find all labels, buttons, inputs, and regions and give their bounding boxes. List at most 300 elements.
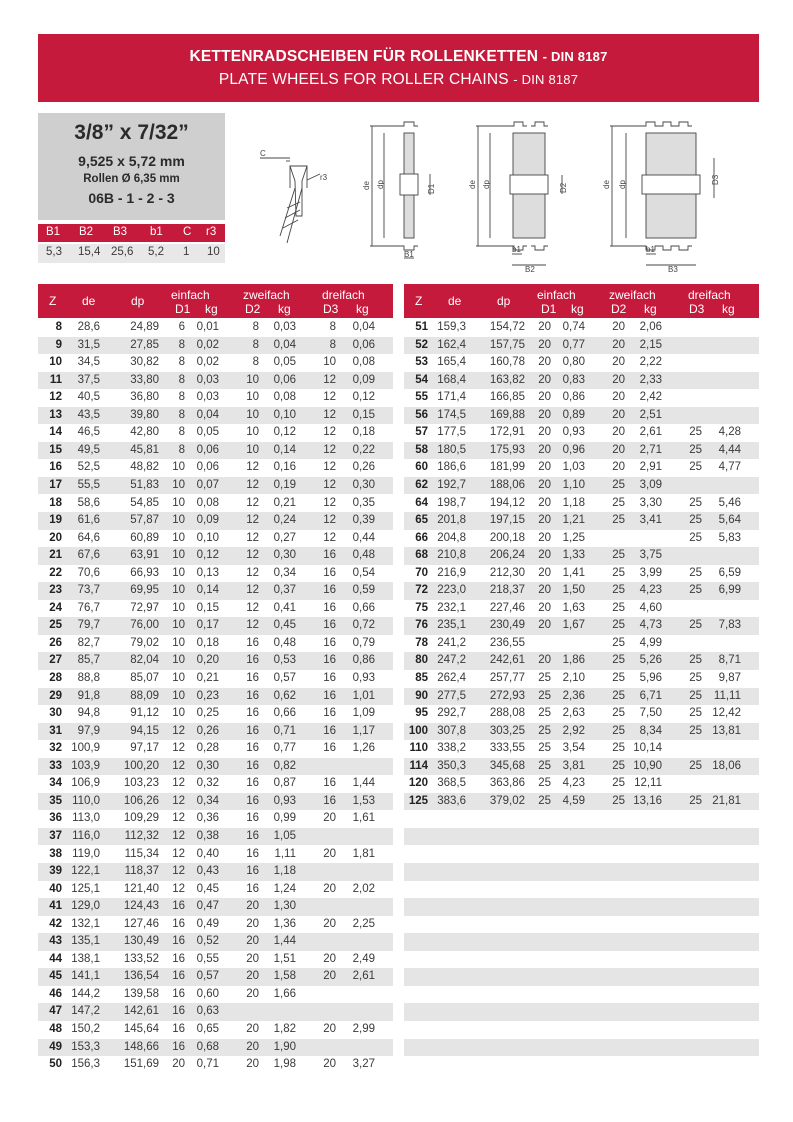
cell-d2: 25 [612, 601, 625, 614]
cell-d3: 20 [323, 952, 336, 965]
cell-d3: 12 [323, 496, 336, 509]
cell-d2: 20 [612, 461, 625, 474]
drawing-label-b1-triple: b1 [646, 245, 655, 254]
cell-d2: 25 [612, 724, 625, 737]
cell-kg2: 6,71 [639, 689, 662, 702]
cell-d2: 25 [612, 777, 625, 790]
table-row [404, 565, 759, 583]
cell-de: 156,3 [71, 1058, 100, 1071]
cell-d2: 10 [246, 443, 259, 456]
cell-kg2: 8,34 [639, 724, 662, 737]
cell-kg2: 1,24 [273, 882, 296, 895]
cell-d1: 25 [538, 759, 551, 772]
cell-d2: 10 [246, 391, 259, 404]
cell-d1: 20 [538, 408, 551, 421]
cell-dp: 118,37 [124, 865, 159, 878]
title-english: PLATE WHEELS FOR ROLLER CHAINS - DIN 8187 [218, 71, 579, 88]
cell-d1: 8 [178, 443, 185, 456]
cell-d2: 8 [252, 356, 259, 369]
cell-kg2: 3,99 [639, 566, 662, 579]
cell-d2: 16 [246, 829, 259, 842]
cell-kg3: 9,87 [718, 672, 741, 684]
cell-d3: 20 [323, 847, 336, 860]
table-row [38, 793, 393, 811]
drawing-label-de-1: de [362, 181, 371, 190]
cell-z: 36 [49, 812, 62, 825]
dim-value-r3: 10 [207, 246, 220, 258]
table-row [38, 898, 393, 916]
cell-dp: 66,93 [130, 566, 159, 579]
cell-de: 204,8 [437, 531, 466, 544]
cell-d2: 20 [246, 970, 259, 983]
cell-z: 35 [49, 794, 62, 807]
cell-d3: 25 [689, 724, 702, 737]
cell-kg3: 0,48 [352, 549, 375, 562]
table-row [404, 723, 759, 741]
cell-kg1: 0,14 [196, 584, 219, 597]
cell-de: 247,2 [437, 654, 466, 667]
cell-de: 110,0 [72, 794, 100, 807]
cell-kg2: 5,96 [639, 672, 662, 684]
cell-dp: 166,85 [489, 391, 525, 404]
cell-d2: 20 [246, 935, 259, 948]
title-german: KETTENRADSCHEIBEN FÜR ROLLENKETTEN - DIN 8187 [189, 48, 608, 65]
cell-kg3: 11,11 [713, 689, 741, 702]
col-kg-1: kg [205, 302, 218, 316]
cell-z: 8 [55, 321, 62, 333]
cell-d2: 20 [612, 356, 625, 369]
cell-kg3: 2,25 [352, 917, 375, 930]
cell-d1: 12 [172, 829, 185, 842]
cell-z: 37 [49, 829, 62, 842]
cell-kg2: 0,27 [273, 531, 296, 544]
table-row [38, 916, 393, 934]
cell-kg1: 0,04 [196, 408, 219, 421]
cell-d1: 12 [172, 759, 185, 772]
cell-z: 22 [49, 566, 62, 579]
cell-kg3: 0,09 [352, 373, 375, 386]
cell-d1: 10 [172, 707, 185, 720]
col-kg-3: kg [356, 302, 369, 316]
cell-d2: 12 [246, 461, 259, 474]
cell-de: 147,2 [71, 1005, 100, 1018]
table-row [404, 337, 759, 355]
cell-de: 201,8 [437, 514, 466, 527]
cell-dp: 175,93 [489, 443, 525, 456]
cell-dp: 30,82 [130, 356, 159, 369]
cell-kg2: 0,45 [273, 619, 296, 632]
cell-d1: 8 [178, 356, 185, 369]
cell-z: 120 [408, 777, 428, 790]
table-row [38, 459, 393, 477]
cell-d2: 20 [612, 443, 625, 456]
cell-kg1: 0,06 [196, 461, 219, 474]
cell-kg1: 4,23 [562, 777, 585, 790]
cell-de: 46,5 [77, 426, 100, 439]
cell-d2: 20 [246, 1040, 259, 1053]
cell-dp: 103,23 [123, 777, 159, 790]
col-kg-2-right: kg [644, 302, 657, 316]
cell-z: 11 [49, 373, 62, 386]
cell-z: 54 [415, 373, 428, 386]
table-row [404, 688, 759, 706]
cell-de: 94,8 [77, 707, 100, 720]
cell-kg1: 0,57 [196, 970, 219, 983]
table-row [38, 389, 393, 407]
cell-de: 34,5 [77, 356, 100, 369]
cell-d2: 12 [246, 549, 259, 562]
cell-d1: 10 [172, 619, 185, 632]
cell-d2: 16 [246, 742, 259, 755]
cell-de: 119,0 [72, 847, 100, 860]
drawing-label-B1: B1 [404, 250, 414, 259]
cell-kg1: 0,25 [196, 707, 219, 720]
table-row [38, 986, 393, 1004]
cell-d2: 20 [246, 1058, 259, 1071]
cell-z: 51 [415, 321, 428, 333]
cell-z: 60 [415, 461, 428, 474]
cell-d1: 20 [538, 321, 551, 333]
cell-dp: 169,88 [489, 408, 525, 421]
cell-kg2: 0,14 [273, 443, 296, 456]
cell-d1: 25 [538, 777, 551, 790]
cell-d2: 25 [612, 566, 625, 579]
table-row [38, 775, 393, 793]
cell-kg1: 0,86 [562, 391, 585, 404]
cell-z: 70 [415, 566, 428, 579]
cell-kg1: 0,77 [562, 338, 585, 351]
cell-d2: 25 [612, 584, 625, 597]
cell-d2: 25 [612, 636, 625, 649]
cell-d3: 16 [323, 654, 336, 667]
cell-kg2: 4,23 [639, 584, 662, 597]
cell-d3: 25 [689, 794, 702, 807]
table-row [404, 951, 759, 969]
cell-kg1: 1,63 [562, 601, 585, 614]
cell-d3: 10 [323, 356, 336, 369]
cell-dp: 151,69 [123, 1058, 159, 1071]
cell-kg3: 4,44 [718, 443, 741, 456]
cell-de: 150,2 [71, 1023, 100, 1035]
cell-kg1: 0,03 [196, 391, 219, 404]
chain-spec-box [38, 113, 225, 220]
cell-kg1: 1,25 [562, 531, 585, 544]
cell-kg2: 2,51 [639, 408, 662, 421]
cell-de: 113,0 [72, 812, 100, 825]
cell-d2: 10 [246, 426, 259, 439]
cell-kg2: 10,90 [633, 759, 662, 772]
cell-d3: 12 [323, 391, 336, 404]
cell-de: 73,7 [77, 584, 100, 597]
cell-d1: 12 [172, 882, 185, 895]
cell-kg1: 2,36 [562, 689, 585, 702]
cell-z: 57 [415, 426, 428, 439]
cell-dp: 39,80 [130, 408, 159, 421]
dimension-header [38, 224, 225, 242]
cell-kg2: 1,44 [273, 935, 296, 948]
cell-d1: 20 [538, 566, 551, 579]
cell-kg3: 0,72 [352, 619, 375, 632]
dim-value-c: 1 [183, 246, 190, 258]
table-row [38, 758, 393, 776]
cell-d2: 20 [612, 426, 625, 439]
cell-kg3: 0,06 [352, 338, 375, 351]
cell-kg2: 0,30 [273, 549, 296, 562]
table-row [404, 617, 759, 635]
cell-kg1: 0,17 [196, 619, 219, 632]
dim-header-b1-small: b1 [150, 226, 163, 238]
cell-kg3: 8,71 [718, 654, 741, 667]
cell-kg2: 10,14 [633, 742, 662, 755]
cell-kg2: 2,22 [639, 356, 662, 369]
cell-z: 30 [49, 707, 62, 720]
cell-z: 80 [415, 654, 428, 667]
cell-de: 241,2 [437, 636, 466, 649]
cell-d3: 25 [689, 461, 702, 474]
drawing-label-dp-3: dp [618, 180, 627, 189]
table-row [38, 968, 393, 986]
cell-d3: 16 [323, 672, 336, 684]
cell-de: 122,1 [71, 865, 100, 878]
cell-d2: 8 [252, 321, 259, 333]
cell-dp: 109,29 [123, 812, 159, 825]
cell-kg2: 13,16 [633, 794, 662, 807]
table-row [38, 354, 393, 372]
cell-d2: 20 [246, 917, 259, 930]
cell-d2: 16 [246, 689, 259, 702]
cell-kg2: 1,05 [273, 829, 296, 842]
cell-kg1: 0,02 [196, 356, 219, 369]
cell-d2: 25 [612, 672, 625, 684]
cell-d1: 8 [178, 338, 185, 351]
cell-kg3: 1,26 [352, 742, 375, 755]
cell-kg2: 0,12 [273, 426, 296, 439]
cell-d1: 20 [538, 391, 551, 404]
cell-dp: 160,78 [489, 356, 525, 369]
cell-de: 350,3 [437, 759, 466, 772]
table-row [38, 951, 393, 969]
cell-z: 110 [409, 742, 428, 755]
cell-d1: 20 [538, 478, 551, 491]
cell-kg2: 0,66 [273, 707, 296, 720]
cell-z: 100 [408, 724, 428, 737]
cell-kg1: 0,63 [196, 1005, 219, 1018]
table-row [38, 424, 393, 442]
cell-kg3: 4,77 [718, 461, 741, 474]
cell-dp: 130,49 [123, 935, 159, 948]
cell-dp: 148,66 [123, 1040, 159, 1053]
cell-kg2: 0,37 [273, 584, 296, 597]
cell-kg1: 0,30 [196, 759, 219, 772]
cell-de: 76,7 [77, 601, 100, 614]
cell-de: 100,9 [71, 742, 100, 755]
cell-dp: 27,85 [130, 338, 159, 351]
cell-kg1: 0,26 [196, 724, 219, 737]
cell-kg1: 0,89 [562, 408, 585, 421]
right-table-header [404, 284, 759, 318]
cell-d3: 16 [323, 601, 336, 614]
cell-d3: 16 [323, 619, 336, 632]
cell-kg3: 1,81 [352, 847, 375, 860]
cell-z: 13 [49, 408, 62, 421]
table-row [404, 916, 759, 934]
cell-kg1: 0,20 [196, 654, 219, 667]
cell-z: 75 [415, 601, 428, 614]
cell-kg3: 0,04 [352, 321, 375, 333]
cell-d1: 8 [178, 408, 185, 421]
cell-d2: 20 [612, 338, 625, 351]
cell-de: 43,5 [77, 408, 100, 421]
table-row [404, 1021, 759, 1039]
cell-kg3: 13,81 [712, 724, 741, 737]
cell-d3: 12 [323, 478, 336, 491]
cell-z: 45 [49, 970, 62, 983]
cell-dp: 200,18 [489, 531, 525, 544]
col-z-right: Z [415, 294, 423, 308]
col-d3-right: D3 [689, 302, 705, 316]
table-row [38, 512, 393, 530]
left-table-header [38, 284, 393, 318]
table-row [404, 846, 759, 864]
cell-d2: 16 [246, 707, 259, 720]
cell-kg2: 0,34 [273, 566, 296, 579]
cell-d1: 12 [172, 794, 185, 807]
cell-d1: 10 [172, 672, 185, 684]
table-row [404, 986, 759, 1004]
cell-d1: 10 [172, 461, 185, 474]
cell-z: 40 [49, 882, 62, 895]
cell-d3: 12 [323, 514, 336, 527]
cell-d3: 20 [323, 917, 336, 930]
cell-kg1: 0,23 [196, 689, 219, 702]
cell-kg3: 0,59 [352, 584, 375, 597]
cell-dp: 172,91 [489, 426, 525, 439]
cell-kg3: 0,66 [352, 601, 375, 614]
cell-dp: 91,12 [130, 707, 159, 720]
col-zweifach-right: zweifach [609, 288, 656, 302]
table-row [38, 477, 393, 495]
cell-kg1: 3,81 [562, 759, 585, 772]
cell-kg2: 4,73 [639, 619, 662, 632]
cell-dp: 206,24 [489, 549, 525, 562]
col-dp-right: dp [497, 294, 511, 308]
cell-de: 192,7 [437, 478, 466, 491]
cell-z: 72 [415, 584, 428, 597]
cell-dp: 36,80 [130, 391, 159, 404]
cell-kg1: 0,12 [196, 549, 219, 562]
cell-d2: 20 [246, 900, 259, 913]
cell-dp: 57,87 [130, 514, 159, 527]
cell-kg1: 1,41 [562, 566, 585, 579]
cell-dp: 115,34 [124, 847, 159, 860]
cell-d2: 16 [246, 672, 259, 684]
cell-dp: 333,55 [489, 742, 525, 755]
cell-z: 33 [49, 759, 62, 772]
cell-d2: 25 [612, 496, 625, 509]
drawing-label-de-2: de [468, 180, 477, 189]
table-row [404, 372, 759, 390]
table-row [404, 881, 759, 899]
drawing-label-d3: D3 [711, 174, 720, 185]
cell-de: 37,5 [77, 373, 100, 386]
cell-kg3: 0,15 [352, 408, 375, 421]
col-de: de [82, 294, 96, 308]
cell-kg2: 0,62 [273, 689, 296, 702]
cell-z: 66 [415, 531, 428, 544]
cell-kg2: 4,60 [639, 601, 662, 614]
cell-de: 232,1 [437, 601, 466, 614]
cell-de: 262,4 [437, 672, 466, 684]
cell-d3: 25 [689, 566, 702, 579]
cell-d1: 12 [172, 847, 185, 860]
cell-d1: 16 [172, 900, 185, 913]
cell-d2: 12 [246, 584, 259, 597]
cell-z: 15 [49, 443, 62, 456]
cell-z: 55 [415, 391, 428, 404]
cell-d3: 12 [323, 373, 336, 386]
table-row [404, 459, 759, 477]
table-row [404, 968, 759, 986]
cell-kg2: 0,21 [273, 496, 296, 509]
table-row [38, 547, 393, 565]
cell-z: 43 [49, 935, 62, 948]
cell-kg2: 2,91 [639, 461, 662, 474]
cell-kg2: 3,09 [639, 478, 662, 491]
cell-z: 125 [408, 794, 428, 807]
cell-kg2: 1,82 [273, 1023, 296, 1035]
cell-kg1: 0,74 [562, 321, 585, 333]
dim-header-r3: r3 [206, 226, 217, 238]
table-row [404, 670, 759, 688]
table-row [38, 635, 393, 653]
cell-dp: 142,61 [123, 1005, 159, 1018]
cell-z: 53 [415, 356, 428, 369]
cell-kg3: 4,28 [718, 426, 741, 439]
cell-kg1: 1,86 [562, 654, 585, 667]
cell-d1: 16 [172, 917, 185, 930]
cell-kg2: 0,24 [273, 514, 296, 527]
cell-de: 223,0 [437, 584, 466, 597]
cell-z: 114 [409, 759, 428, 772]
table-row [38, 740, 393, 758]
cell-d3: 12 [323, 408, 336, 421]
table-row [404, 1039, 759, 1057]
cell-d1: 20 [538, 461, 551, 474]
cell-de: 277,5 [437, 689, 466, 702]
cell-dp: 127,46 [123, 917, 159, 930]
cell-kg3: 1,01 [352, 689, 375, 702]
cell-d3: 16 [323, 794, 336, 807]
cell-de: 180,5 [437, 443, 466, 456]
cell-d3: 25 [689, 443, 702, 456]
cell-de: 153,3 [71, 1040, 100, 1053]
drawing-label-r3: r3 [320, 173, 328, 182]
cell-kg1: 0,05 [196, 426, 219, 439]
cell-dp: 188,06 [489, 478, 525, 491]
cell-dp: 303,25 [489, 724, 525, 737]
cell-kg3: 0,12 [352, 391, 375, 404]
cell-kg3: 2,49 [352, 952, 375, 965]
cell-kg3: 12,42 [712, 707, 741, 720]
drawing-label-de-3: de [602, 180, 611, 189]
cell-dp: 230,49 [489, 619, 525, 632]
cell-de: 85,7 [77, 654, 100, 667]
cell-de: 292,7 [437, 707, 466, 720]
cell-d2: 20 [612, 391, 625, 404]
cell-dp: 181,99 [489, 461, 525, 474]
cell-de: 235,1 [437, 619, 466, 632]
chain-size-inch: 3/8” x 7/32” [74, 121, 189, 144]
